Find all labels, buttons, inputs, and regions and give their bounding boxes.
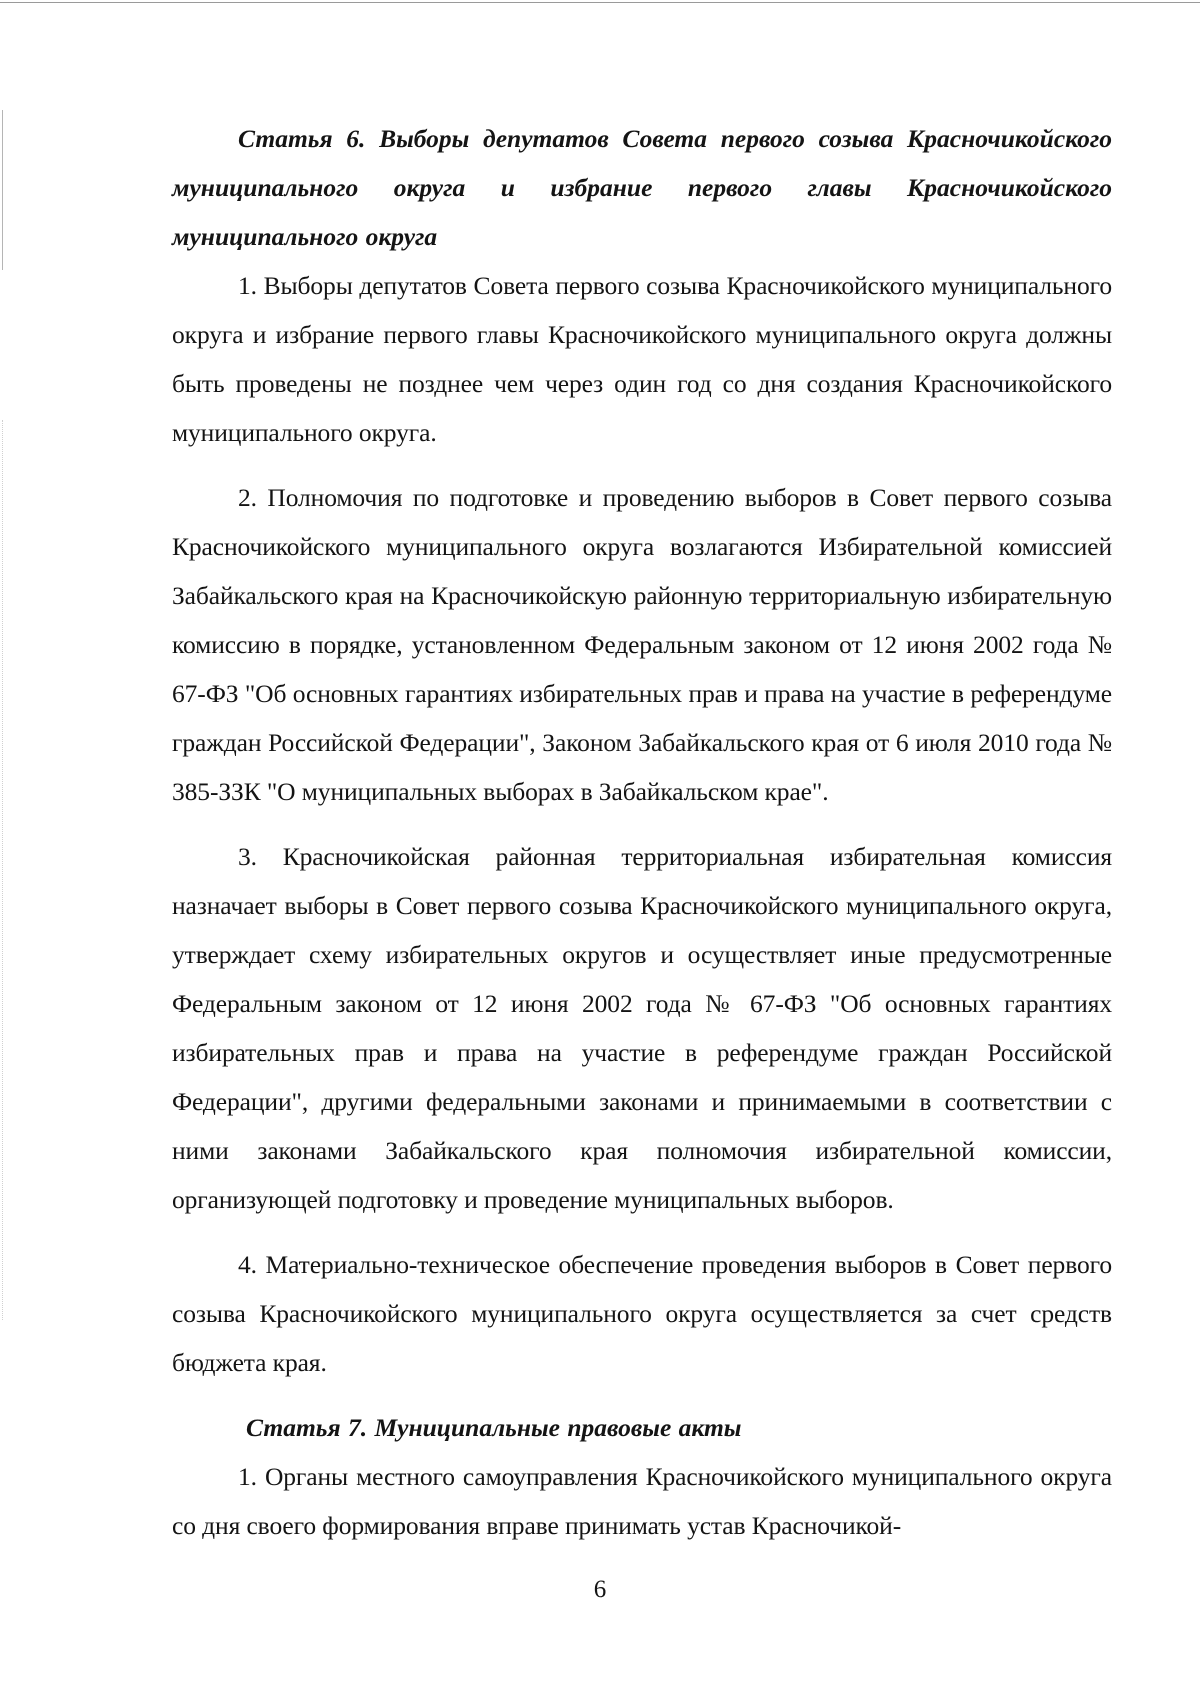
scan-left-edge bbox=[2, 110, 3, 270]
page-number: 6 bbox=[593, 1576, 607, 1603]
scan-top-edge bbox=[0, 2, 1200, 3]
article-6-paragraph-4: 4. Материально-техническое обеспечение проведения выборов в Совет первого созыва Красночикойского муниципального округа осуществляется за счет средств бюджета края. bbox=[172, 1250, 1112, 1377]
article-7-paragraph-1: 1. Органы местного самоуправления Красночикойского муниципального округа со дня своего формирования вправе принимать устав Красночикой- bbox=[172, 1462, 1112, 1540]
article-6-paragraph-2: 2. Полномочия по подготовке и проведению выборов в Совет первого созыва Красночикойского муниципального округа возлагаются Избирательной комиссией Забайкальского края на Красночикойскую районную территориальную избирательную комиссию в порядке, установленном Федеральным законом от 12 июня 2002 года № 67-ФЗ "Об основных гарантиях избирательных прав и права на участие в референдуме граждан Российской Федерации", Законом Забайкальского края от 6 июля 2010 года № 385-ЗЗК "О муниципальных выборах в Забайкальском крае". bbox=[172, 483, 1112, 806]
article-6-heading: Статья 6. Выборы депутатов Совета первого созыва Красночикойского муниципального округа и избрание первого главы Красночикойского муниципального округа bbox=[172, 124, 1112, 251]
document-body bbox=[172, 114, 1112, 1550]
article-7-heading: Статья 7. Муниципальные правовые акты bbox=[246, 1413, 742, 1442]
article-6-paragraph-3: 3. Красночикойская районная территориальная избирательная комиссия назначает выборы в Совет первого созыва Красночикойского муниципального округа, утверждает схему избирательных округов и осуществляет иные предусмотренные Федеральным законом от 12 июня 2002 года № 67-ФЗ "Об основных гарантиях избирательных прав и права на участие в референдуме граждан Российской Федерации", другими федеральными законами и принимаемыми в соответствии с ними законами Забайкальского края полномочия избирательной комиссии, организующей подготовку и проведение муниципальных выборов. bbox=[172, 842, 1112, 1214]
article-6-paragraph-1: 1. Выборы депутатов Совета первого созыва Красночикойского муниципального округа и избрание первого главы Красночикойского муниципального округа должны быть проведены не позднее чем через один год со дня создания Красночикойского муниципального округа. bbox=[172, 271, 1112, 447]
scan-left-edge-lower bbox=[2, 420, 3, 1320]
